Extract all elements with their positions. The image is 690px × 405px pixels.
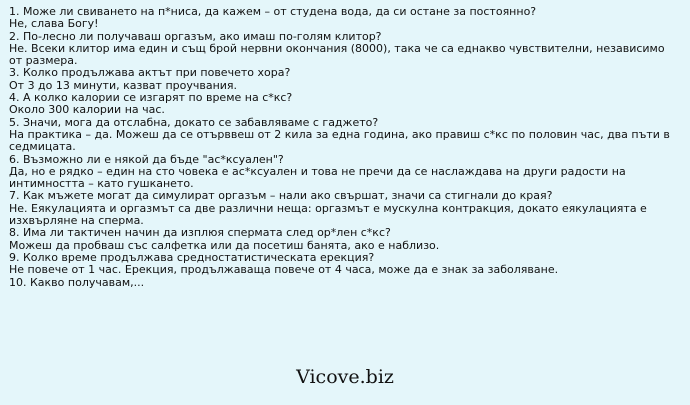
answer-8: Можеш да пробваш със салфетка или да посетиш банята, ако е наблизо. xyxy=(9,238,440,252)
answer-7: Не. Еякулацията и оргазмът са две различни неща: оргазмът е мускулна контракция, докато еякулацията е изхвърляне на сперма. xyxy=(9,201,647,228)
site-watermark: Vicove.biz xyxy=(296,366,394,388)
question-6: 6. Възможно ли е някой да бъде "ас*ксуален"? xyxy=(9,152,284,166)
question-10: 10. Какво получавам,... xyxy=(9,275,145,289)
answer-3: От 3 до 13 минути, казват проучвания. xyxy=(9,78,238,92)
answer-4: Около 300 калории на час. xyxy=(9,103,165,117)
question-8: 8. Има ли тактичен начин да изплюя спермата след ор*лен с*кс? xyxy=(9,226,391,240)
question-5: 5. Значи, мога да отслабна, докато се забавляваме с гаджето? xyxy=(9,115,379,129)
answer-9: Не повече от 1 час. Ерекция, продължаваща повече от 4 часа, може да е знак за заболяване. xyxy=(9,263,559,277)
question-2: 2. По-лесно ли получаваш оргазъм, ако имаш по-голям клитор? xyxy=(9,29,382,43)
qa-text-block xyxy=(9,6,681,289)
question-7: 7. Как мъжете могат да симулират оргазъм – нали ако свършат, значи са стигнали до края? xyxy=(9,189,553,203)
answer-2: Не. Всеки клитор има един и същ брой нервни окончания (8000), така че са еднакво чувствителни, независимо от размера. xyxy=(9,41,665,68)
question-4: 4. А колко калории се изгарят по време на с*кс? xyxy=(9,91,293,105)
answer-5: На практика – да. Можеш да се отърввеш от 2 кила за една година, ако правиш с*кс по половин час, два пъти в седмицата. xyxy=(9,127,670,154)
answer-1: Не, слава Богу! xyxy=(9,17,99,31)
answer-6: Да, но е рядко – един на сто човека е ас*ксуален и това не пречи да се наслаждава на други радости на интимността – като гушкането. xyxy=(9,164,626,191)
question-3: 3. Колко продължава актът при повечето хора? xyxy=(9,66,291,80)
question-1: 1. Може ли свиването на п*ниса, да кажем – от студена вода, да си остане за постоянно? xyxy=(9,5,537,18)
question-9: 9. Колко време продължава средностатистическата ерекция? xyxy=(9,250,375,264)
